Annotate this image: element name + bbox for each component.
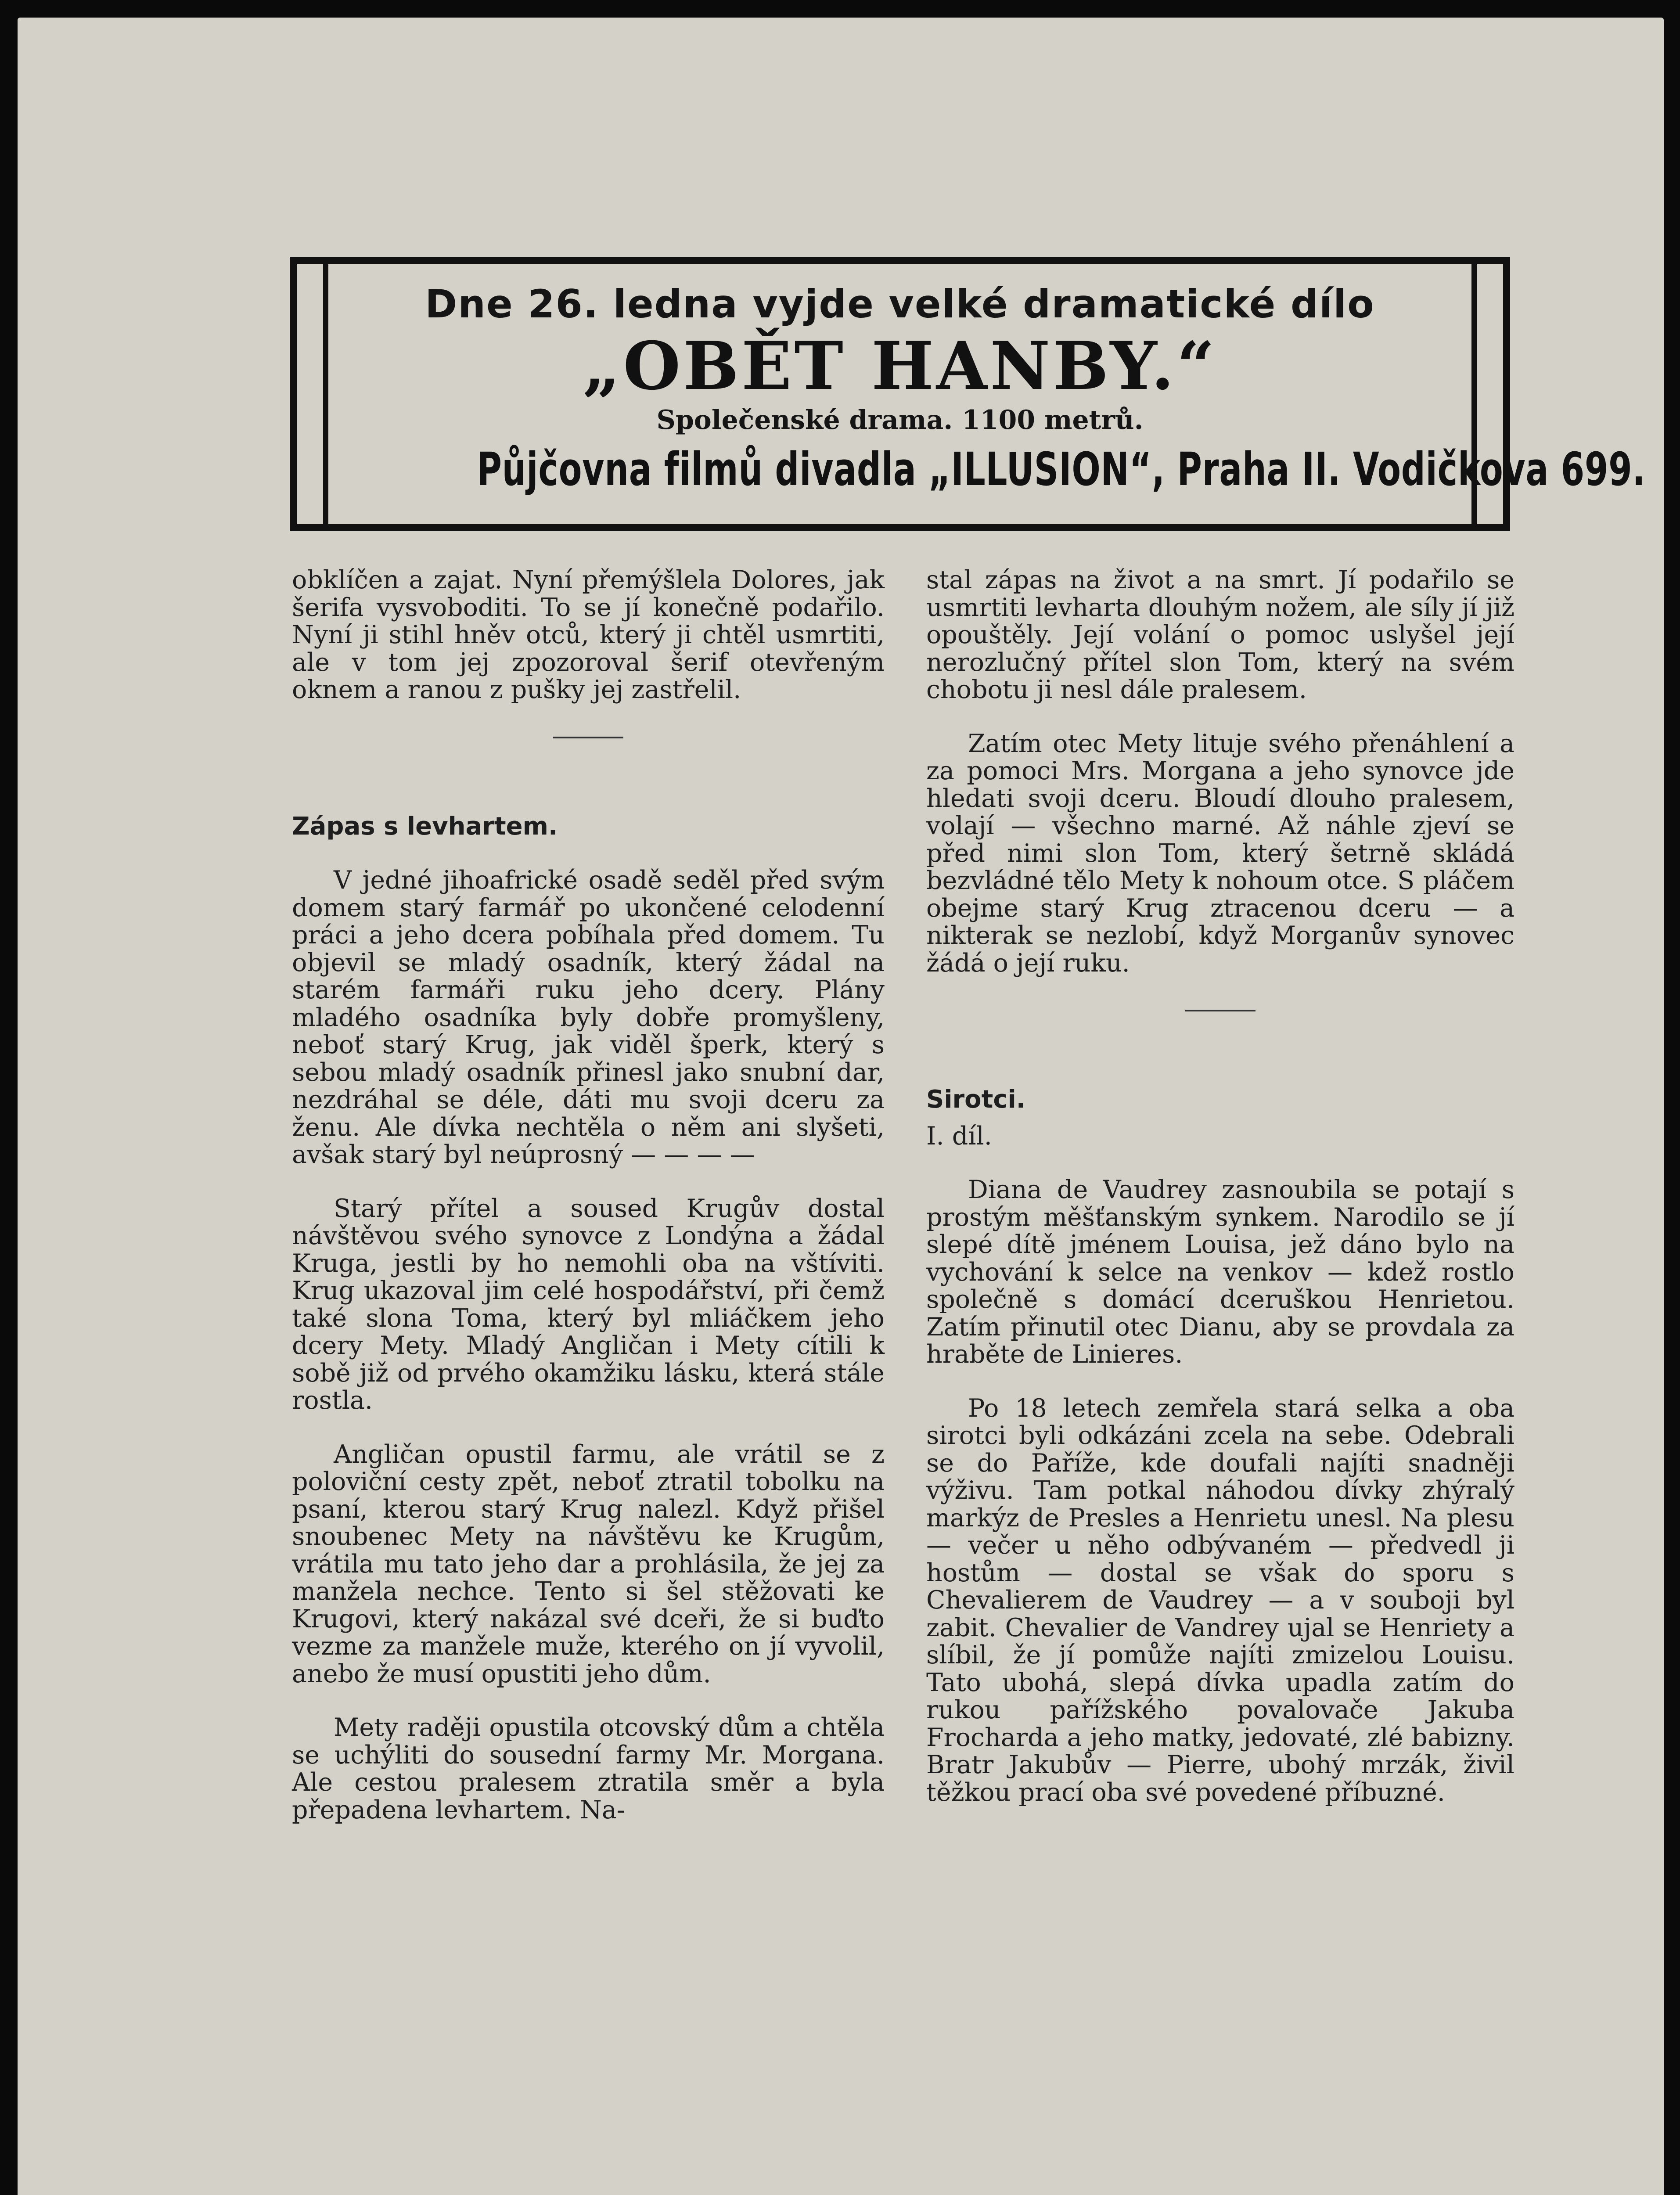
right-column	[926, 566, 1515, 1806]
left-paragraph: Mety raději opustila otcovský dům a chtěla se uchýliti do sousední farmy Mr. Morgana. Ale cestou pralesem ztratila směr a byla přepadena levhartem. Na-	[292, 1713, 885, 1824]
section-heading-orphans: Sirotci.	[926, 1085, 1026, 1114]
section-subheading: I. díl.	[926, 1121, 992, 1151]
section-heading-leopard: Zápas s levhartem.	[292, 812, 558, 841]
right-paragraph: stal zápas na život a na smrt. Jí podařilo se usmrtiti levharta dlouhým nožem, ale síly jí již opouštěly. Její volání o pomoc uslyšel její nerozlučný přítel slon Tom, který na svém chobotu ji nesl dále pralesem.	[926, 565, 1515, 704]
left-paragraph: V jedné jihoafrické osadě seděl před svým domem starý farmář po ukončené celodenní práci a jeho dcera pobíhala před domem. Tu objevil se mladý osadník, který žádal na starém farmáři ruku jeho dcery. Plány mladého osadníka byly dobře promyšleny, neboť starý Krug, jak viděl šperk, který s sebou mladý osadník přinesl jako snubní dar, nezdráhal se déle, dáti mu svoji dceru za ženu. Ale dívka nechtěla o něm ani slyšeti, avšak starý byl neúprosný — — — —	[292, 866, 885, 1169]
left-column	[292, 566, 885, 1824]
advertisement-inner	[323, 264, 1646, 524]
right-paragraph: Po 18 letech zemřela stará selka a oba sirotci byli odkázáni zcela na sebe. Odebrali se do Paříže, kde doufali najíti snadněji výživu. Tam potkal náhodou dívky zhýralý markýz de Presles a Henrietu unesl. Na plesu — večer u něho odbývaném — předvedl ji hostům — dostal se však do sporu s Chevalierem de Vaudrey — a v souboji byl zabit. Chevalier de Vandrey ujal se Henriety a slíbil, že jí pomůže najíti zmizelou Louisu. Tato ubohá, slepá dívka upadla zatím do rukou pařížského povalovače Jakuba Frocharda a jeho matky, jedovaté, zlé babizny. Bratr Jakubův — Pierre, ubohý mrzák, živil těžkou prací oba své povedené příbuzné.	[926, 1393, 1515, 1807]
right-paragraph: Zatím otec Mety lituje svého přenáhlení a za pomoci Mrs. Morgana a jeho synovce jde hledati svoji dceru. Bloudí dlouho pralesem, volají — všechno marné. Až náhle zjeví se před nimi slon Tom, který šetrně skládá bezvládné tělo Mety k nohoum otce. S pláčem obejme starý Krug ztracenou dceru — a nikterak se nezlobí, když Morganův synovec žádá o její ruku.	[926, 729, 1515, 978]
left-paragraph: Starý přítel a soused Krugův dostal návštěvou svého synovce z Londýna a žádal Kruga, jestli by ho nemohli oba na vštíviti. Krug ukazoval jim celé hospodářství, při čemž také slona Toma, který byl mliáčkem jeho dcery Mety. Mladý Angličan i Mety cítili k sobě již od prvého okamžiku lásku, která stále rostla.	[292, 1194, 885, 1415]
ad-film-title: „OBĚT HANBY.“	[583, 327, 1217, 405]
left-paragraph: obklíčen a zajat. Nyní přemýšlela Dolores, jak šerifa vysvoboditi. To se jí konečně podařilo. Nyní ji stihl hněv otců, který ji chtěl usmrtiti, ale v tom jej zpozoroval šerif otevřeným oknem a ranou z pušky jej zastřelil.	[292, 565, 885, 704]
ad-rental-line: Půjčovna filmů divadla „ILLUSION“, Praha II. Vodičkova 699.	[477, 442, 1646, 496]
advertisement-box	[290, 257, 1646, 531]
right-paragraph: Diana de Vaudrey zasnoubila se potají s prostým měšťanským synkem. Narodilo se jí slepé dítě jménem Louisa, jež dáno bylo na vychování k selce na venkov — kdež rostlo společně s domácí dceruškou Henrietou. Zatím přinutil otec Dianu, aby se provdala za hraběte de Linieres.	[926, 1175, 1515, 1369]
ad-release-line: Dne 26. ledna vyjde velké dramatické dílo	[425, 281, 1375, 327]
left-paragraph: Angličan opustil farmu, ale vrátil se z poloviční cesty zpět, neboť ztratil tobolku na psaní, kterou starý Krug nalezl. Když přišel snoubenec Mety na návštěvu ke Krugům, vrátila mu tato jeho dar a prohlásila, že jej za manžela nechce. Tento si šel stěžovati ke Krugovi, který nakázal své dceři, že si buďto vezme za manžele muže, kterého on jí vyvolil, anebo že musí opustiti jeho dům.	[292, 1439, 885, 1688]
ad-subtitle: Společenské drama. 1100 metrů.	[656, 404, 1144, 435]
